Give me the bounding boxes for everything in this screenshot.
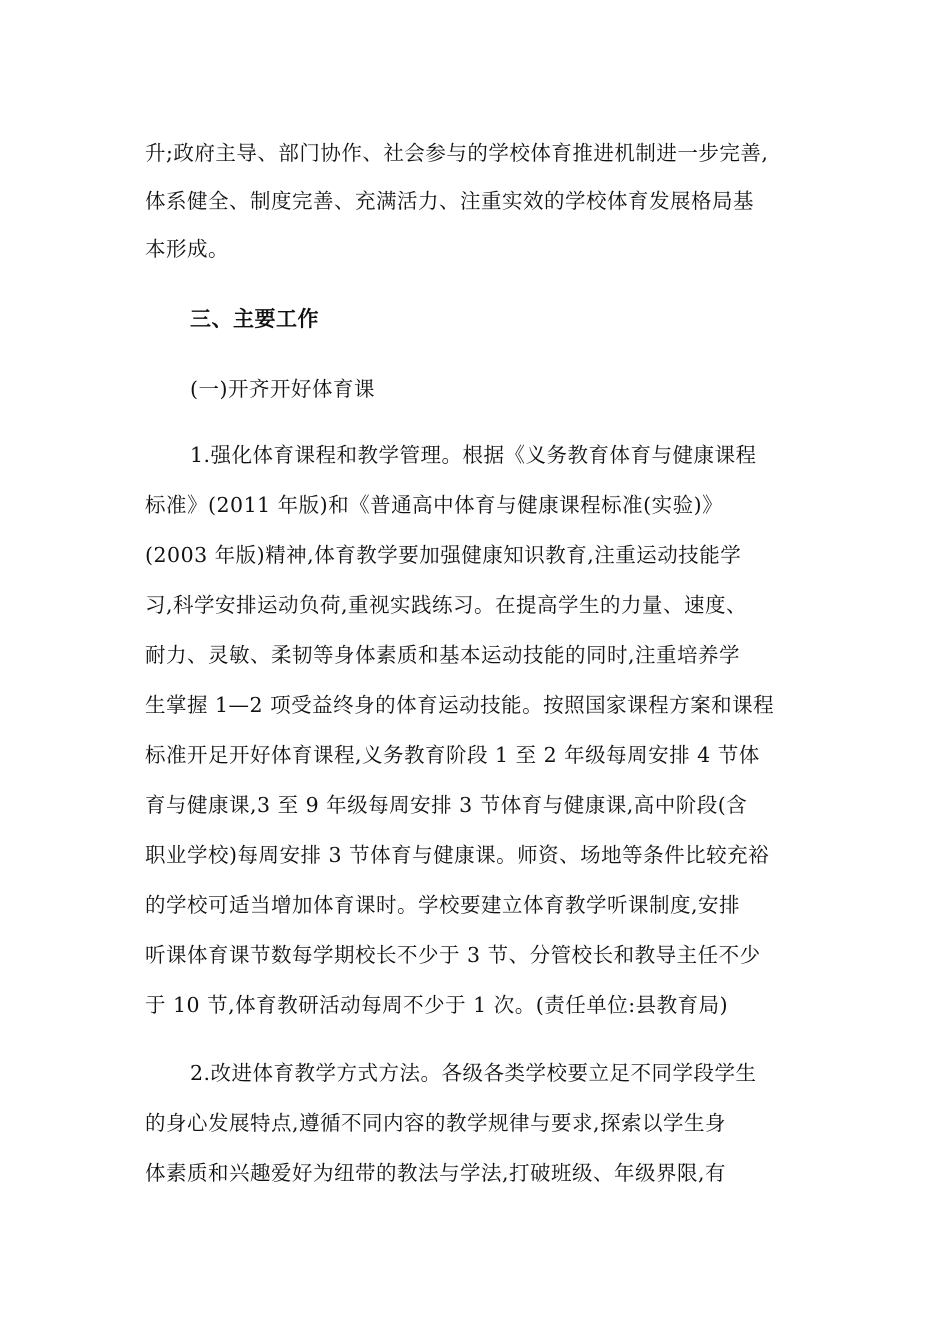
paragraph-line: 体系健全、制度完善、充满活力、注重实效的学校体育发展格局基 xyxy=(145,189,754,213)
paragraph-line: 标准开足开好体育课程,义务教育阶段 1 至 2 年级每周安排 4 节体 xyxy=(145,743,760,767)
paragraph-line: 体素质和兴趣爱好为纽带的教法与学法,打破班级、年级界限,有 xyxy=(145,1161,727,1185)
paragraph-line: 升;政府主导、部门协作、社会参与的学校体育推进机制进一步完善, xyxy=(145,141,769,165)
paragraph-line: 耐力、灵敏、柔韧等身体素质和基本运动技能的同时,注重培养学 xyxy=(145,643,741,667)
paragraph-line: 的身心发展特点,遵循不同内容的教学规律与要求,探索以学生身 xyxy=(145,1111,727,1135)
paragraph-line: 本形成。 xyxy=(145,237,229,261)
paragraph-line: 生掌握 1—2 项受益终身的体育运动技能。按照国家课程方案和课程 xyxy=(145,693,775,717)
paragraph-line: 标准》(2011 年版)和《普通高中体育与健康课程标准(实验)》 xyxy=(145,493,724,517)
paragraph-line: 2.改进体育教学方式方法。各级各类学校要立足不同学段学生 xyxy=(190,1061,757,1085)
paragraph-line: 育与健康课,3 至 9 年级每周安排 3 节体育与健康课,高中阶段(含 xyxy=(145,793,748,817)
subsection-heading: (一)开齐开好体育课 xyxy=(190,377,375,401)
paragraph-line: 习,科学安排运动负荷,重视实践练习。在提高学生的力量、速度、 xyxy=(145,593,748,617)
paragraph-line: 职业学校)每周安排 3 节体育与健康课。师资、场地等条件比较充裕 xyxy=(145,843,770,867)
paragraph-line: (2003 年版)精神,体育教学要加强健康知识教育,注重运动技能学 xyxy=(145,543,742,567)
paragraph-line: 听课体育课节数每学期校长不少于 3 节、分管校长和教导主任不少 xyxy=(145,943,761,967)
paragraph-line: 于 10 节,体育教研活动每周不少于 1 次。(责任单位:县教育局) xyxy=(145,993,729,1017)
paragraph-line: 的学校可适当增加体育课时。学校要建立体育教学听课制度,安排 xyxy=(145,893,741,917)
section-heading: 三、主要工作 xyxy=(190,306,319,331)
paragraph-line: 1.强化体育课程和教学管理。根据《义务教育体育与健康课程 xyxy=(190,443,757,467)
